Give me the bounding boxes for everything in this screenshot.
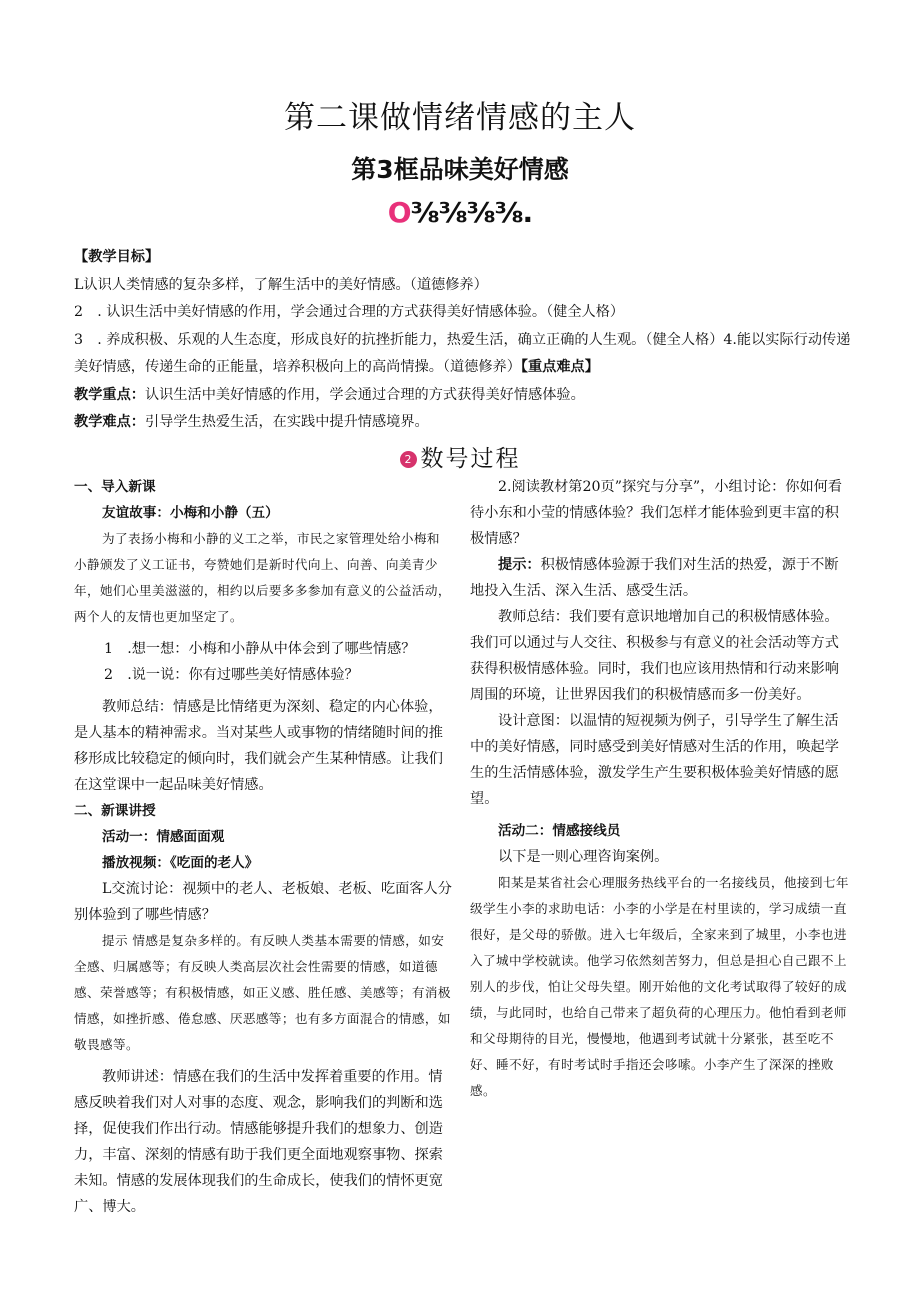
decorative-logo-text [0,196,920,229]
objective-item-3-text: 3 . 养成积极、乐观的人生态度，形成良好的抗挫折能力，热爱生活，确立正确的人生观。（健全人格）4.能以实际行动传递美好情感，传递生命的正能量，培养积极向上的高尚情操。（道德修养） [74,331,851,375]
video-title: 播放视频：《吃面的老人》 [102,855,259,871]
story-title: 友谊故事：小梅和小静（五） [102,505,279,521]
hint-2-text: 积极情感体验源于我们对生活的热爱，源于不断地投入生活、深入生活、感受生活。 [470,557,839,599]
objective-item-2: 2 . 认识生活中美好情感的作用，学会通过合理的方式获得美好情感体验。（健全人格） [74,304,625,320]
objective-item-1: L认识人类情感的复杂多样，了解生活中的美好情感。（道德修养） [74,276,488,293]
teaching-objectives [74,244,854,437]
design-intent: 设计意图：以温情的短视频为例子，引导学生了解生活中的美好情感，同时感受到美好情感对生活的作用，唤起学生的生活情感体验，激发学生产生要积极体验美好情感的愿望。 [470,713,839,807]
section-1-heading: 一、导入新课 [74,479,156,495]
left-column [74,474,452,1220]
right-column [470,474,850,1104]
process-title: 数号过程 [420,446,521,472]
key-difficult-header: 【重点难点】 [520,359,599,375]
objectives-header: 【教学目标】 [74,249,160,265]
hint-1-label: 提示 [102,933,128,948]
key-point [74,382,854,410]
teacher-summary-1: 教师总结：情感是比情绪更为深刻、稳定的内心体验，是人基本的精神需求。当对某些人或事物的情绪随时间的推移形成比较稳定的倾向时，我们就会产生某种情感。让我们在这堂课中一起品味美好情感。 [74,699,443,793]
discussion-prompt: L交流讨论：视频中的老人、老板娘、老板、吃面客人分别体验到了哪些情感？ [74,881,452,923]
process-heading [0,440,920,473]
section-2-heading: 二、新课讲授 [74,803,156,819]
case-text: 阳某是某省社会心理服务热线平台的一名接线员，他接到七年级学生小李的求助电话：小李的小学是在村里读的，学习成绩一直很好，是父母的骄傲。进入七年级后，全家来到了城里，小李也进入了城中学校就读。他学习依然刻苦努力，但总是担心自己跟不上别人的步伐，怕让父母失望。刚开始他的文化考试取得了较好的成绩，与此同时，也给自己带来了超负荷的心理压力。他怕看到老师和父母期待的目光，慢慢地，他遇到考试就十分紧张，甚至吃不好、睡不好，有时考试时手指还会哆嗦。小李产生了深深的挫败感。 [470,875,849,1098]
section-subtitle: 第3框品味美好情感 [351,155,569,184]
logo-circle: O [387,196,411,229]
hint-2-label: 提示： [498,557,541,573]
question-2: 2 .说一说：你有过哪些美好情感体验？ [104,667,359,683]
activity-2-title: 活动二：情感接线员 [498,823,621,839]
activity-1-title: 活动一：情感面面观 [102,829,225,845]
lesson-title: 第二课做情绪情感的主人 [284,100,636,136]
logo-rest: ⅜⅜⅜⅜. [410,196,533,229]
teacher-lecture: 教师讲述：情感在我们的生活中发挥着重要的作用。情感反映着我们对人对事的态度、观念，影响我们的判断和选择，促使我们作出行动。情感能够提升我们的想象力、创造力，丰富、深刻的情感有助于我们更全面地观察事物、探索未知。情感的发展体现我们的生命成长，使我们的情怀更宽广、博大。 [74,1069,443,1215]
key-point-label: 教学重点： [74,386,145,403]
hint-1-text: 情感是复杂多样的。有反映人类基本需要的情感，如安全感、归属感等；有反映人类高层次社会性需要的情感，如道德感、荣誉感等；有积极情感，如正义感、胜任感、美感等；有消极情感，如挫折感、倦怠感、厌恶感等；也有多方面混合的情感，如敬畏感等。 [74,933,451,1052]
question-reading: 2.阅读教材第20页”探究与分享”，小组讨论：你如何看待小东和小莹的情感体验？我们怎样才能体验到更丰富的积极情感？ [470,479,843,547]
number-badge-icon: 2 [400,451,417,468]
teacher-summary-2: 教师总结：我们要有意识地增加自己的积极情感体验。我们可以通过与人交往、积极参与有意义的社会活动等方式获得积极情感体验。同时，我们也应该用热情和行动来影响周围的环境，让世界因我们的积极情感而多一份美好。 [470,609,839,703]
difficult-point [74,409,854,437]
difficult-point-label: 教学难点： [74,414,145,430]
objective-item-3 [74,327,854,382]
story-text: 为了表扬小梅和小静的义工之举，市民之家管理处给小梅和小静颁发了义工证书，夸赞她们是新时代向上、向善、向美青少年，她们心里美滋滋的，相约以后要多多参加有意义的公益活动，两个人的友情也更加坚定了。 [74,531,451,624]
hint-2 [470,552,850,604]
case-intro: 以下是一则心理咨询案例。 [498,849,669,865]
question-1: 1 .想一想：小梅和小静从中体会到了哪些情感？ [104,641,416,657]
hint-1 [74,928,452,1058]
difficult-point-text: 引导学生热爱生活，在实践中提升情感境界。 [144,414,429,430]
key-point-text: 认识生活中美好情感的作用，学会通过合理的方式获得美好情感体验。 [144,386,585,403]
